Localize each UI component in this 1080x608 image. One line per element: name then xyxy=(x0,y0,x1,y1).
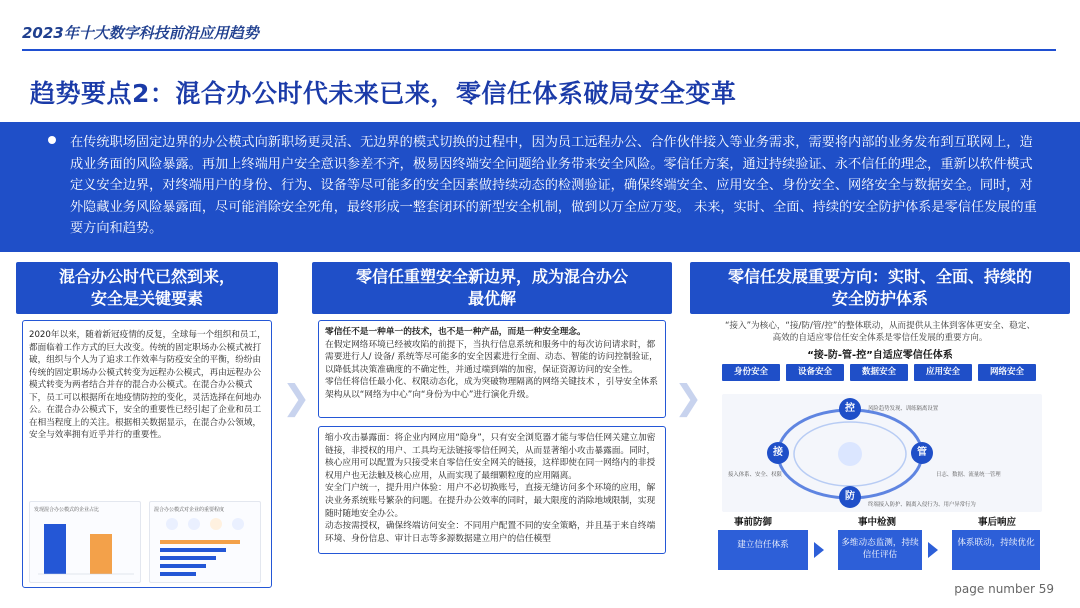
column-future-direction xyxy=(690,262,1070,592)
direction-intro xyxy=(690,320,1070,344)
mini-chart-graphic xyxy=(150,502,262,584)
direction-intro-line2: 高效的自适应零信任安全体系是零信任发展的重要方向。 xyxy=(772,333,988,343)
mini-chart-title: 发现混合办公模式的企业占比 xyxy=(34,507,100,513)
node-note-access: 接入体系、安全、权限 xyxy=(728,472,782,478)
pill-network-security: 网络安全 xyxy=(978,364,1036,381)
mini-hbar xyxy=(160,556,216,560)
node-manage: 管 xyxy=(911,442,933,464)
pill-identity-security: 身份安全 xyxy=(722,364,780,381)
mini-dot xyxy=(232,518,244,530)
mini-hbar xyxy=(160,564,206,568)
column-header xyxy=(16,262,278,314)
pill-data-security: 数据安全 xyxy=(850,364,908,381)
column-body-text: 2020年以来，随着新冠疫情的反复，全球每一个组织和员工，都面临着工作方式的巨大改变。传统的固定职场办公模式被打破，组织与个人为了追求工作效率与防疫安全的平衡，纷纷由传统的固定职场办公模式转变为远程办公模式，再由远程办公模式转变为两者结合并存的混合办公模式。在混合办公模式下，员工可以根据所在地疫情防控的变化，灵活选择在何地办公。在混合办公模式下，安全的重要性已经引起了企业和员工在相当程度上的关注。根据相关数据显示，在混合办公领域，安全与效率拥有近乎并行的重要性。 xyxy=(29,330,266,440)
column-header-line2: 最优解 xyxy=(467,289,516,308)
security-pill-row xyxy=(722,364,1042,384)
mini-hbar xyxy=(160,540,240,544)
phase-box-after: 体系联动，持续优化 xyxy=(952,530,1040,570)
mini-bar xyxy=(90,534,112,574)
node-control: 控 xyxy=(839,398,861,420)
definition-text: 在假定网络环境已经被攻陷的前提下，当执行信息系统和服务中的每次访问请求时，都需要进行人/ 设备/ 系统等尽可能多的安全因素进行全面、动态、智能的访问控制验证，以降低其决策准确度的不确定性，并通过端到端的加密，保证资源访问的安全性。 xyxy=(325,339,658,375)
phase-box-during: 多维动态监测，持续信任评估 xyxy=(838,530,922,570)
column-header-line1: 零信任发展重要方向：实时、全面、持续的 xyxy=(727,267,1032,286)
ring-diagram xyxy=(720,390,1050,510)
column-header-line2: 安全是关键要素 xyxy=(90,289,203,308)
column-header xyxy=(312,262,672,314)
zero-trust-benefits-box xyxy=(318,426,666,554)
column-header-line2: 安全防护体系 xyxy=(831,289,928,308)
chevron-right-icon: ❯ xyxy=(282,378,311,418)
mini-dot xyxy=(210,518,222,530)
definition-heading: 零信任不是一种单一的技术，也不是一种产品，而是一种安全理念。 xyxy=(325,327,586,337)
column-hybrid-office xyxy=(16,262,278,592)
node-note-manage: 日志、数据、流量统一管理 xyxy=(936,472,1001,478)
benefit-attack-surface: 缩小攻击暴露面：将企业内网应用“隐身”，只有安全浏览器才能与零信任网关建立加密链接，非授权的用户、工具均无法链接零信任网关，从而显著缩小攻击暴露面。同时，核心应用可以配置为只接受来自零信任安全网关的链接，这样即使在同一网络内的非授权用户也无法触及核心应用，从而实现了最细颗粒度的应用隔离。 xyxy=(325,433,656,481)
mini-hbar xyxy=(160,572,196,576)
column-zero-trust xyxy=(312,262,672,592)
mini-dot xyxy=(166,518,178,530)
node-note-defend: 终端接入防护、隔离入侵行为、用户异常行为 xyxy=(868,502,976,508)
intro-banner xyxy=(0,122,1080,252)
phase-label-during: 事中检测 xyxy=(857,517,896,528)
mini-bar xyxy=(44,524,66,574)
report-title: 2023年十大数字科技前沿应用趋势 xyxy=(22,24,259,42)
phase-label-before: 事前防御 xyxy=(733,517,772,528)
column-header-line1: 混合办公时代已然到来， xyxy=(58,267,235,286)
pill-app-security: 应用安全 xyxy=(914,364,972,381)
mini-chart-graphic xyxy=(30,502,142,584)
column-body-box xyxy=(22,320,272,588)
bullet-dot-icon xyxy=(48,136,56,144)
page-number: page number 59 xyxy=(954,582,1054,596)
slide-headline: 趋势要点2：混合办公时代未来已来，零信任体系破局安全变革 xyxy=(30,79,737,108)
mini-chart-2 xyxy=(149,501,261,583)
phase-arrow-icon xyxy=(814,542,824,558)
diagram-title: “接-防-管-控”自适应零信任体系 xyxy=(807,350,953,361)
node-defend: 防 xyxy=(839,486,861,508)
mini-dot xyxy=(188,518,200,530)
chevron-right-icon: ❯ xyxy=(674,378,703,418)
intro-text: 在传统职场固定边界的办公模式向新职场更灵活、无边界的模式切换的过程中，因为员工远程办公、合作伙伴接入等业务需求，需要将内部的业务发布到互联网上，造成业务面的风险暴露。再加上终端用户安全意识参差不齐，极易因终端安全问题给业务带来安全风险。零信任方案，通过持续验证、永不信任的理念，重新以软件模式定义安全边界，对终端用户的身份、行为、设备等尽可能多的安全因素做持续动态的检测验证，确保终端安全、应用安全、身份安全、网络安全与数据安全。同时，对外隐藏业务风险暴露面，尽可能消除安全死角，最终形成一整套闭环的新型安全机制，做到以万全应万变。 未来，实时、全面、持续的安全防护体系是零信任发展的重要方向和趋势。 xyxy=(70,135,1037,237)
node-access: 接 xyxy=(767,442,789,464)
mini-chart-1 xyxy=(29,501,141,583)
column-header xyxy=(690,262,1070,314)
top-divider xyxy=(22,49,1056,51)
benefit-unified-portal: 安全门户统一，提升用户体验：用户不必切换账号，直接无缝访问多个环境的应用，解决业务系统账号繁杂的问题。在提升办公效率的同时，最大限度的消除地域限制，实现随时随地安全办公。 xyxy=(325,483,656,519)
node-note-control: 风险趋势发现、训练隔离设置 xyxy=(868,406,939,412)
ring-core xyxy=(838,442,862,466)
phase-label-after: 事后响应 xyxy=(977,517,1016,528)
phase-arrow-icon xyxy=(928,542,938,558)
zero-trust-definition-box xyxy=(318,320,666,418)
benefit-dynamic-auth: 动态按需授权，确保终端访问安全：不同用户配置不同的安全策略，并且基于来自终端环境、身份信息、审计日志等多源数据建立用户的信任模型 xyxy=(325,521,656,544)
definition-tail: 零信任将信任最小化、权限动态化，成为突破物理隔离的网络关键技术 ，引导安全体系架构从以“网络为中心”向“身份为中心”进行演化升级。 xyxy=(325,377,658,400)
direction-intro-line1: “接入”为核心，“接/防/管/控”的整体联动，从而提供从主体到客体更安全、稳定、 xyxy=(724,321,1036,331)
pill-device-security: 设备安全 xyxy=(786,364,844,381)
phase-box-before: 建立信任体系 xyxy=(718,530,808,570)
mini-hbar xyxy=(160,548,226,552)
mini-chart-title: 混合办公模式对企业的重要程度 xyxy=(154,507,225,513)
column-header-line1: 零信任重塑安全新边界，成为混合办公 xyxy=(355,267,628,286)
